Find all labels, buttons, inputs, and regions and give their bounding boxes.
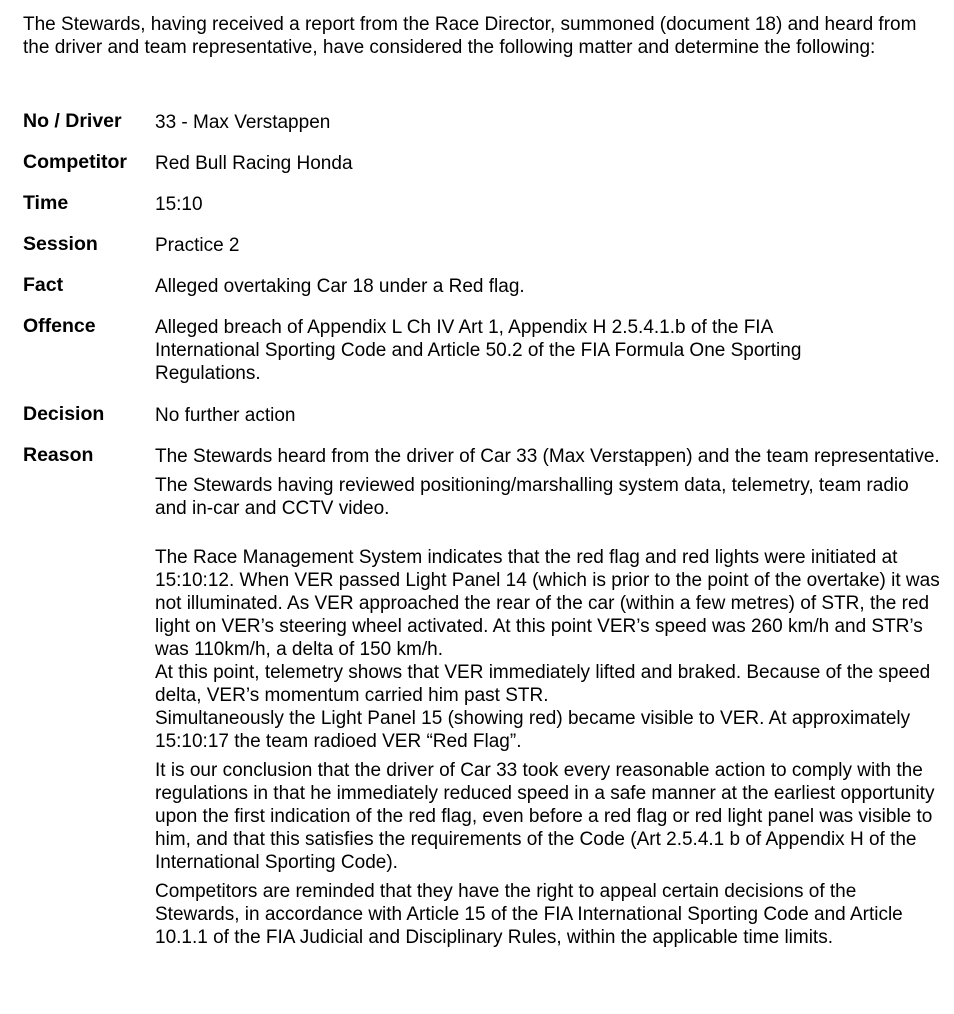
field-value-time: 15:10 [155, 194, 203, 215]
field-label-time: Time [23, 192, 69, 214]
reason-paragraph-1: The Stewards heard from the driver of Car 33 (Max Verstappen) and the team representative. [155, 446, 940, 467]
reason-paragraph-5: Simultaneously the Light Panel 15 (showing red) became visible to VER. At approximately 15:10:17 the team radioed VER “Red Flag”. [155, 708, 911, 752]
field-label-fact: Fact [23, 274, 64, 296]
field-label-offence: Offence [23, 315, 96, 337]
field-label-decision: Decision [23, 403, 105, 425]
reason-paragraph-7: Competitors are reminded that they have the right to appeal certain decisions of the Stewards, in accordance with Article 15 of the FIA International Sporting Code and Article 10.1.1 of the FIA Judicial and Disciplinary Rules, within the applicable time limits. [155, 881, 903, 948]
field-value-competitor: Red Bull Racing Honda [155, 153, 353, 174]
intro-paragraph: The Stewards, having received a report from the Race Director, summoned (document 18) and heard from the driver and team representative, have considered the following matter and determine the following: [23, 14, 917, 58]
reason-paragraph-4: At this point, telemetry shows that VER immediately lifted and braked. Because of the speed delta, VER’s momentum carried him past STR. [155, 662, 931, 706]
field-label-no-driver: No / Driver [23, 110, 122, 132]
reason-paragraph-2: The Stewards having reviewed positioning/marshalling system data, telemetry, team radio and in-car and CCTV video. [155, 475, 909, 519]
field-value-no-driver: 33 - Max Verstappen [155, 112, 331, 133]
reason-paragraph-3: The Race Management System indicates that the red flag and red lights were initiated at 15:10:12. When VER passed Light Panel 14 (which is prior to the point of the overtake) it was not illuminated. As VER approached the rear of the car (within a few metres) of STR, the red light on VER’s steering wheel activated. At this point VER’s speed was 260 km/h and STR’s was 110km/h, a delta of 150 km/h. [155, 547, 940, 660]
field-label-reason: Reason [23, 444, 94, 466]
field-label-session: Session [23, 233, 98, 255]
field-label-competitor: Competitor [23, 151, 127, 173]
reason-paragraph-6: It is our conclusion that the driver of Car 33 took every reasonable action to comply with the regulations in that he immediately reduced speed in a safe manner at the earliest opportunity upon the first indication of the red flag, even before a red flag or red light panel was visible to him, and that this satisfies the requirements of the Code (Art 2.5.4.1 b of Appendix H of the International Sporting Code). [155, 760, 935, 873]
field-value-reason [155, 445, 945, 949]
field-value-session: Practice 2 [155, 235, 240, 256]
field-value-decision: No further action [155, 405, 296, 426]
field-value-offence: Alleged breach of Appendix L Ch IV Art 1, Appendix H 2.5.4.1.b of the FIA International Sporting Code and Article 50.2 of the FIA Formula One Sporting Regulations. [155, 317, 802, 384]
field-value-fact: Alleged overtaking Car 18 under a Red flag. [155, 276, 525, 297]
